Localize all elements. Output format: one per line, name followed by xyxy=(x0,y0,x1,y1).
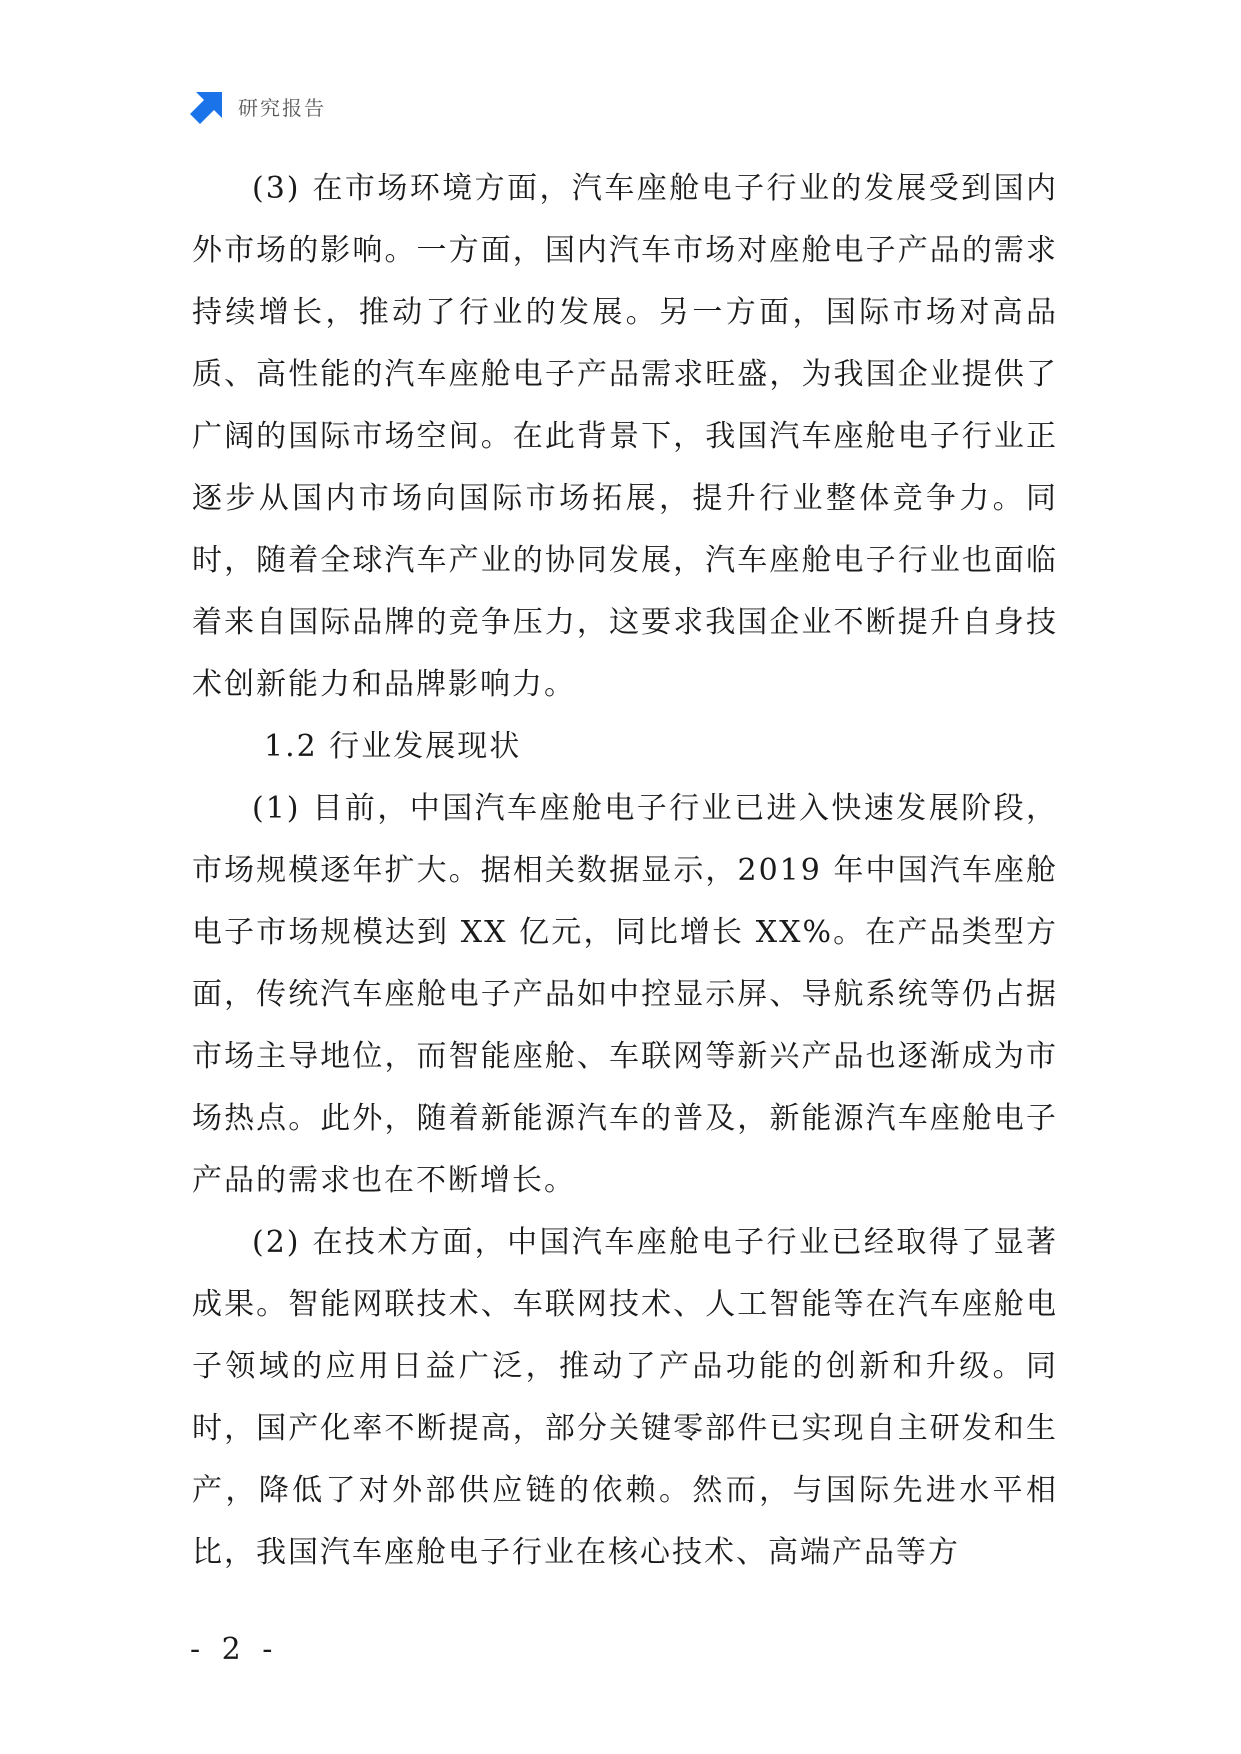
section-heading: 1.2 行业发展现状 xyxy=(264,729,522,764)
header-title: 研究报告 xyxy=(238,95,326,120)
paragraph-market-environment: (3) 在市场环境方面，汽车座舱电子行业的发展受到国内外市场的影响。一方面，国内汽车市场对座舱电子产品的需求持续增长，推动了行业的发展。另一方面，国际市场对高品质、高性能的汽车座舱电子产品需求旺盛，为我国企业提供了广阔的国际市场空间。在此背景下，我国汽车座舱电子行业正逐步从国内市场向国际市场拓展，提升行业整体竞争力。同时，随着全球汽车产业的协同发展，汽车座舱电子行业也面临着来自国际品牌的竞争压力，这要求我国企业不断提升自身技术创新能力和品牌影响力。 xyxy=(192,171,1058,702)
paragraph-technology: (2) 在技术方面，中国汽车座舱电子行业已经取得了显著成果。智能网联技术、车联网技术、人工智能等在汽车座舱电子领域的应用日益广泛，推动了产品功能的创新和升级。同时，国产化率不断提高，部分关键零部件已实现自主研发和生产，降低了对外部供应链的依赖。然而，与国际先进水平相比，我国汽车座舱电子行业在核心技术、高端产品等方 xyxy=(192,1225,1058,1570)
paragraph-current-status: (1) 目前，中国汽车座舱电子行业已进入快速发展阶段，市场规模逐年扩大。据相关数据显示，2019 年中国汽车座舱电子市场规模达到 XX 亿元，同比增长 XX%。在产品类型方面，传统汽车座舱电子产品如中控显示屏、导航系统等仍占据市场主导地位，而智能座舱、车联网等新兴产品也逐渐成为市场热点。此外，随着新能源汽车的普及，新能源汽车座舱电子产品的需求也在不断增长。 xyxy=(192,791,1058,1198)
page-number: - 2 - xyxy=(190,1632,279,1667)
arrow-up-right-icon xyxy=(190,88,226,124)
document-body xyxy=(192,158,1058,1584)
page-header xyxy=(190,88,326,124)
